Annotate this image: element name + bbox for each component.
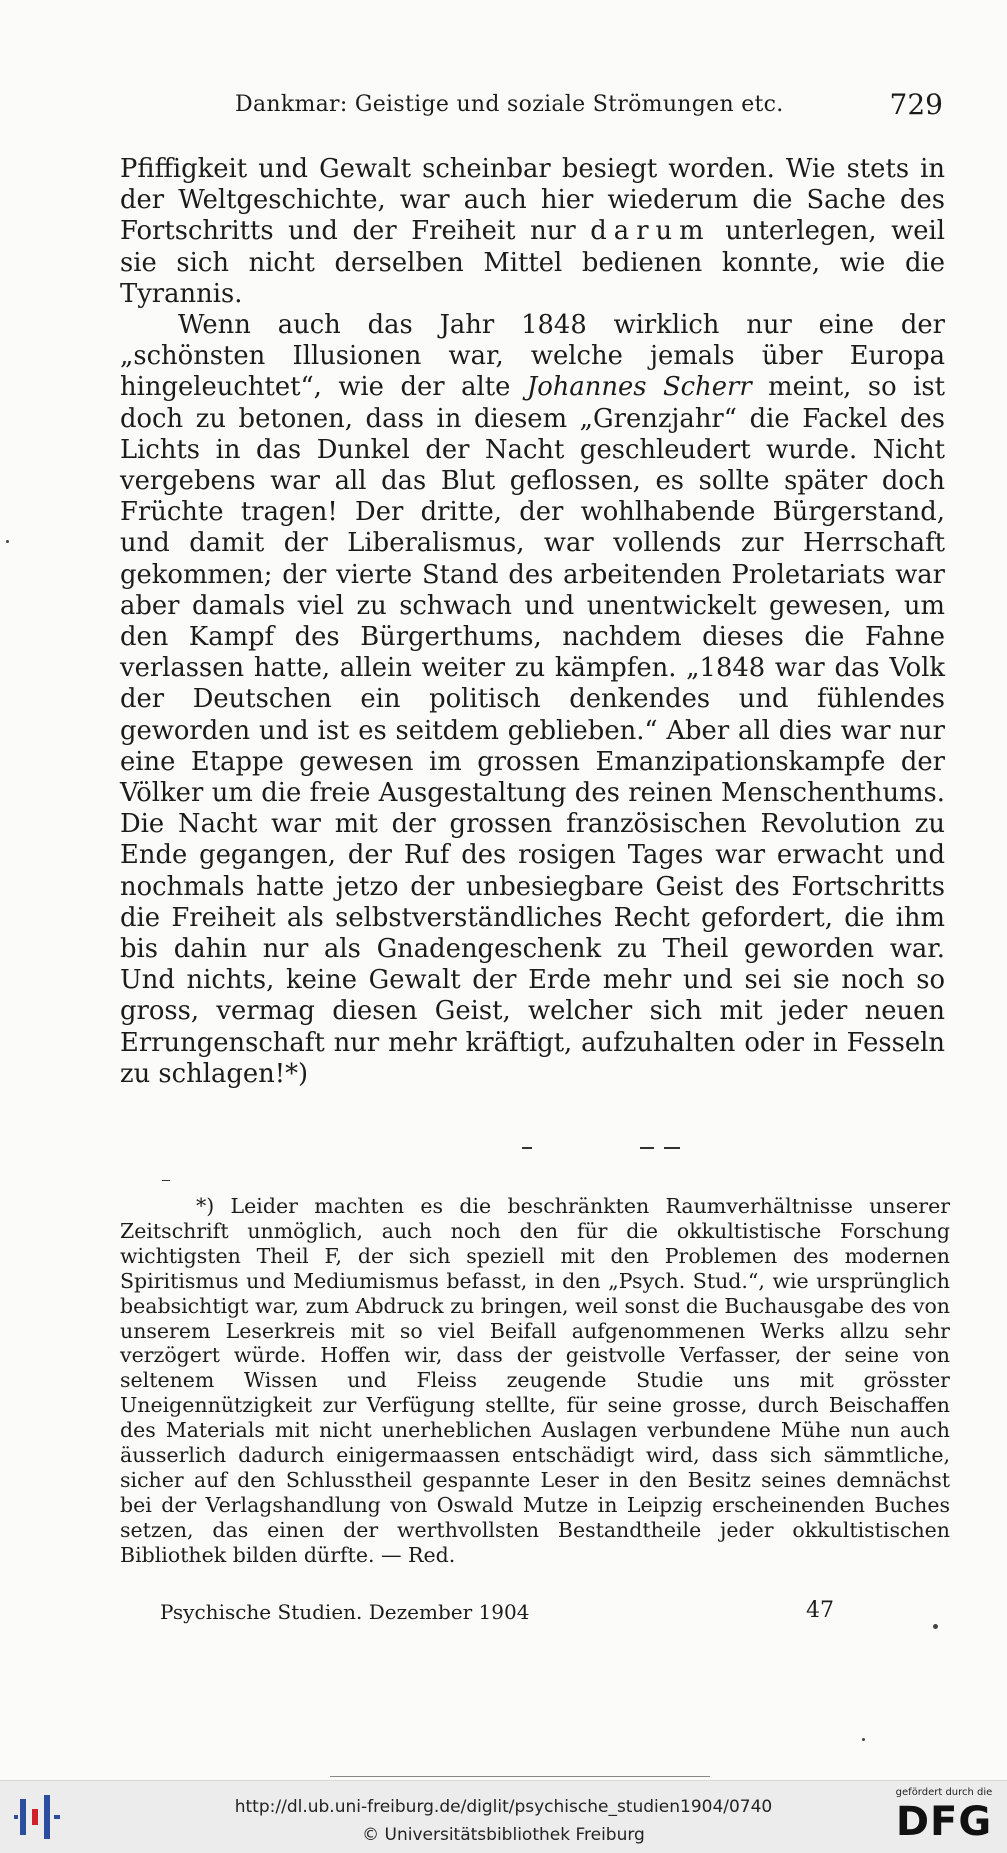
main-text	[120, 154, 945, 1090]
dfg-caption: gefördert durch die	[895, 1787, 993, 1798]
scan-speck	[933, 1624, 938, 1629]
footnote	[120, 1194, 950, 1568]
page-number: 729	[889, 88, 943, 121]
sheet-number: 47	[806, 1598, 834, 1623]
paragraph-1-text-b: unterlegen, weil sie sich nicht derselben Mittel bedienen konnte, wie die Tyrannis.	[120, 216, 945, 309]
footnote-text: *) Leider machten es die beschränkten Raumverhältnisse unserer Zeitschrift unmöglich, auch noch den für die okkultistische Forschung wichtigsten Theil F, der sich speziell mit den Problemen des modernen Spiritismus und Mediumismus befasst, in den „Psych. Stud.“, wie ursprünglich beabsichtigt war, zum Abdruck zu bringen, weil sonst die Buchausgabe des von unserem Leserkreis mit so viel Beifall aufgenommenen Werks allzu sehr verzögert würde. Hoffen wir, dass der geistvolle Verfasser, der seine von seltenem Wissen und Fleiss zeugende Studie uns mit grösster Uneigennützigkeit zur Verfügung stellte, für seine grosse, durch Beischaffen des Materials mit nicht unerheblichen Auslagen verbundene Mühe nun auch äusserlich dadurch einigermaassen entschädigt wird, dass sich sämmtliche, sicher auf den Schlusstheil gespannte Leser in den Besitz seines demnächst bei der Verlagshandlung von Oswald Mutze in Leipzig erscheinenden Buches setzen, das einen der werthvollsten Bestandtheile jeder okkultistischen Bibliothek bilden dürfte. — Red.	[120, 1194, 950, 1567]
paragraph-1-text-a: Pfiffigkeit und Gewalt scheinbar besiegt worden. Wie stets in der Weltgeschichte, war auch hier wiederum die Sache des Fortschritts und der Freiheit nur	[120, 154, 945, 247]
scan-edge-line	[330, 1776, 710, 1777]
paragraph-1	[120, 154, 945, 310]
scan-speck	[6, 540, 9, 543]
dfg-logo	[888, 1787, 1000, 1849]
dfg-letters: DFG	[895, 1799, 993, 1845]
paragraph-2-text-a: Wenn auch das Jahr 1848 wirklich nur eine der „schönsten Illusionen war, welche jemals über Europa hingeleuchtet“, wie der alte	[120, 310, 945, 403]
viewer-footer	[0, 1780, 1007, 1853]
footnote-mark-dash	[162, 1180, 170, 1181]
running-head	[120, 88, 945, 128]
paragraph-1-spaced-word: darum	[590, 216, 711, 247]
signature-line	[120, 1600, 950, 1630]
running-title: Dankmar: Geistige und soziale Strömungen etc.	[235, 92, 784, 117]
paragraph-2	[120, 310, 945, 1090]
separator-dash-2	[640, 1147, 654, 1149]
separator-dash-3	[664, 1147, 680, 1149]
scan-speck	[862, 1738, 865, 1741]
permalink-url[interactable]: http://dl.ub.uni-freiburg.de/diglit/psychische_studien1904/0740	[234, 1797, 773, 1817]
separator-dash-1	[522, 1147, 532, 1149]
paragraph-2-italic-name: Johannes Scherr	[526, 372, 752, 403]
paragraph-2-text-b: meint, so ist doch zu betonen, dass in diesem „Grenzjahr“ die Fackel des Lichts in das Dunkel der Nacht geschleudert wurde. Nicht vergebens war all das Blut geflossen, es sollte später doch Früchte tragen! Der dritte, der wohlhabende Bürgerstand, und damit der Liberalismus, war vollends zur Herrschaft gekommen; der vierte Stand des arbeitenden Proletariats war aber damals viel zu schwach und unentwickelt gewesen, um den Kampf des Bürgerthums, nachdem dieses die Fahne verlassen hatte, allein weiter zu kämpfen. „1848 war das Volk der Deutschen ein politisch denkendes und fühlendes geworden und ist es seitdem geblieben.“ Aber all dies war nur eine Etappe gewesen im grossen Emanzipationskampfe der Völker um die freie Ausgestaltung des reinen Menschenthums. Die Nacht war mit der grossen französischen Revolution zu Ende gegangen, der Ruf des rosigen Tages war erwacht und nochmals hatte jetzo der unbesiegbare Geist des Fortschritts die Freiheit als selbstverständliches Recht gefordert, die ihm bis dahin nur als Gnadengeschenk zu Theil geworden war. Und nichts, keine Gewalt der Erde mehr und sei sie noch so gross, vermag diesen Geist, welcher sich mit jeder neuen Errungenschaft nur mehr kräftigt, aufzuhalten oder in Fesseln zu schlagen!*)	[120, 372, 945, 1089]
copyright-notice: © Universitätsbibliothek Freiburg	[362, 1825, 645, 1845]
journal-signature: Psychische Studien. Dezember 1904	[160, 1600, 530, 1624]
